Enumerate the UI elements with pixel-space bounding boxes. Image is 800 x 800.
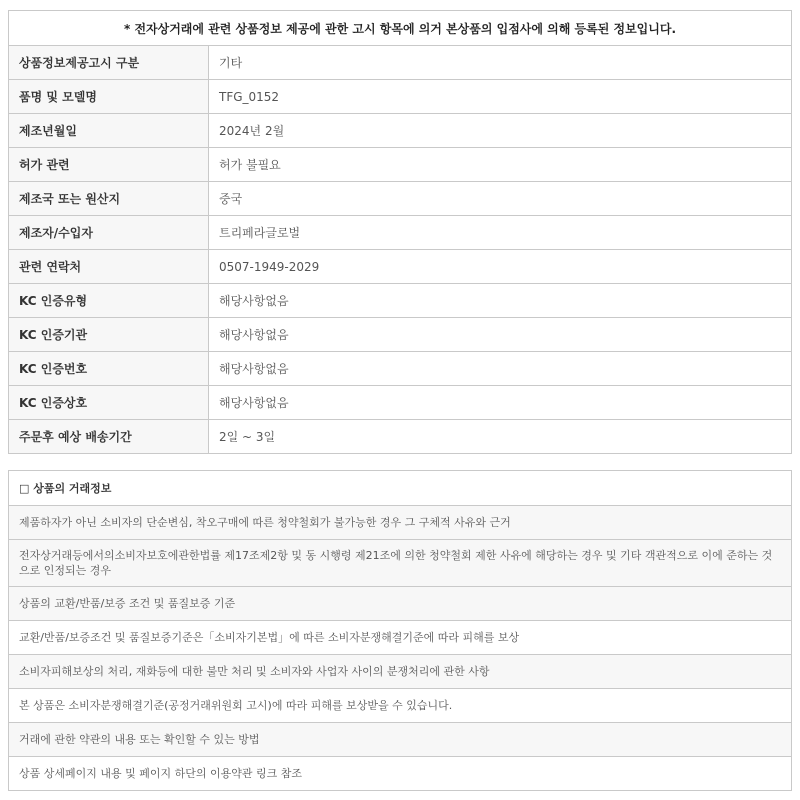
row-value: 중국 [209,182,792,216]
trade-info-table [8,470,792,791]
table-row [9,587,792,621]
table-row [9,655,792,689]
trade-answer: 상품 상세페이지 내용 및 페이지 하단의 이용약관 링크 참조 [9,757,792,791]
row-label: 허가 관련 [9,148,209,182]
trade-answer: 교환/반품/보증조건 및 품질보증기준은「소비자기본법」에 따른 소비자분쟁해결기준에 따라 피해를 보상 [9,621,792,655]
row-label: 품명 및 모델명 [9,80,209,114]
row-label: 제조년월일 [9,114,209,148]
row-label: KC 인증유형 [9,284,209,318]
row-label: KC 인증상호 [9,386,209,420]
table-row [9,182,792,216]
product-info-table [8,45,792,454]
table-row [9,114,792,148]
table-row [9,506,792,540]
table-row [9,318,792,352]
trade-answer: 전자상거래등에서의소비자보호에관한법률 제17조제2항 및 동 시행령 제21조에 의한 청약철회 제한 사유에 해당하는 경우 및 기타 객관적으로 이에 준하는 것으로 인정되는 경우 [9,540,792,587]
table-row [9,80,792,114]
trade-question: 소비자피해보상의 처리, 재화등에 대한 불만 처리 및 소비자와 사업자 사이의 분쟁처리에 관한 사항 [9,655,792,689]
row-value: TFG_0152 [209,80,792,114]
trade-question: 제품하자가 아닌 소비자의 단순변심, 착오구매에 따른 청약철회가 불가능한 경우 그 구체적 사유와 근거 [9,506,792,540]
row-value: 트리페라글로벌 [209,216,792,250]
row-label: KC 인증번호 [9,352,209,386]
row-value: 기타 [209,46,792,80]
row-value: 0507-1949-2029 [209,250,792,284]
row-label: 주문후 예상 배송기간 [9,420,209,454]
table-row [9,216,792,250]
trade-answer: 본 상품은 소비자분쟁해결기준(공정거래위원회 고시)에 따라 피해를 보상받을 수 있습니다. [9,689,792,723]
table-row [9,689,792,723]
trade-question: 상품의 교환/반품/보증 조건 및 품질보증 기준 [9,587,792,621]
row-label: 상품정보제공고시 구분 [9,46,209,80]
row-value: 해당사항없음 [209,318,792,352]
table-row [9,757,792,791]
table-row [9,352,792,386]
row-label: KC 인증기관 [9,318,209,352]
table-row [9,250,792,284]
row-value: 2일 ~ 3일 [209,420,792,454]
table-row [9,471,792,506]
table-row [9,46,792,80]
row-value: 2024년 2월 [209,114,792,148]
notice-banner [8,10,792,46]
table-row [9,723,792,757]
row-value: 해당사항없음 [209,352,792,386]
row-value: 해당사항없음 [209,284,792,318]
row-value: 해당사항없음 [209,386,792,420]
table-row [9,420,792,454]
table-row [9,540,792,587]
table-row [9,148,792,182]
notice-text: * 전자상거래에 관련 상품정보 제공에 관한 고시 항목에 의거 본상품의 입점사에 의해 등록된 정보입니다. [123,21,676,36]
table-row [9,386,792,420]
trade-info-heading: □ 상품의 거래정보 [9,471,792,506]
row-label: 제조자/수입자 [9,216,209,250]
row-label: 제조국 또는 원산지 [9,182,209,216]
trade-question: 거래에 관한 약관의 내용 또는 확인할 수 있는 방법 [9,723,792,757]
table-row [9,284,792,318]
row-value: 허가 불필요 [209,148,792,182]
row-label: 관련 연락처 [9,250,209,284]
table-row [9,621,792,655]
